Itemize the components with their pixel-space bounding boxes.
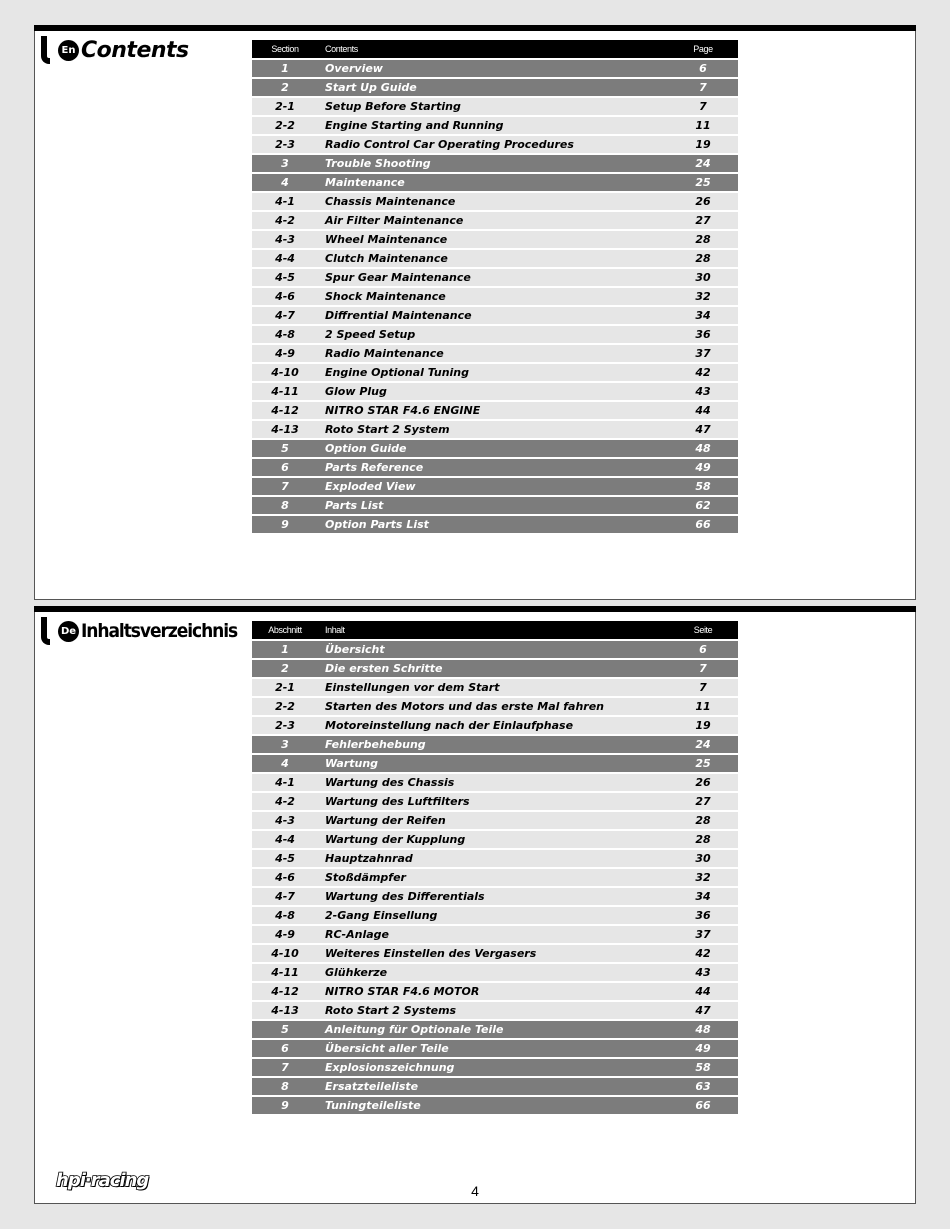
section-row xyxy=(252,755,738,774)
section-title-cell: Fehlerbehebung xyxy=(318,736,668,755)
section-title-cell: Glow Plug xyxy=(318,383,668,402)
section-number: 4-8 xyxy=(252,326,318,345)
subsection-row xyxy=(252,983,738,1002)
page-number-cell: 37 xyxy=(668,926,738,945)
section-number: 4-1 xyxy=(252,193,318,212)
page-number-cell: 24 xyxy=(668,736,738,755)
header-section: Abschnitt xyxy=(252,621,318,641)
table-header-row xyxy=(252,40,738,60)
page-number-cell: 26 xyxy=(668,774,738,793)
section-number: 4-3 xyxy=(252,812,318,831)
subsection-row xyxy=(252,869,738,888)
section-title-cell: Air Filter Maintenance xyxy=(318,212,668,231)
page-number-cell: 24 xyxy=(668,155,738,174)
header-page: Page xyxy=(668,40,738,60)
section-row xyxy=(252,60,738,79)
page-number-cell: 19 xyxy=(668,136,738,155)
section-number: 2 xyxy=(252,79,318,98)
section-title-cell: Wartung des Chassis xyxy=(318,774,668,793)
page-number-cell: 49 xyxy=(668,459,738,478)
page-number-cell: 25 xyxy=(668,174,738,193)
subsection-row xyxy=(252,326,738,345)
page-number-cell: 28 xyxy=(668,231,738,250)
section-row xyxy=(252,1040,738,1059)
subsection-row xyxy=(252,831,738,850)
section-row xyxy=(252,440,738,459)
section-number: 4-9 xyxy=(252,345,318,364)
page-number-cell: 28 xyxy=(668,812,738,831)
page-number-cell: 25 xyxy=(668,755,738,774)
page-number-cell: 6 xyxy=(668,641,738,660)
section-number: 9 xyxy=(252,516,318,535)
section-title-cell: NITRO STAR F4.6 MOTOR xyxy=(318,983,668,1002)
header-page: Seite xyxy=(668,621,738,641)
section-row xyxy=(252,79,738,98)
page-number-cell: 28 xyxy=(668,250,738,269)
page-number-cell: 48 xyxy=(668,1021,738,1040)
section-number: 2-2 xyxy=(252,698,318,717)
contents-panel-english xyxy=(34,25,916,600)
page-number-cell: 48 xyxy=(668,440,738,459)
page-number-cell: 11 xyxy=(668,117,738,136)
page-number-cell: 34 xyxy=(668,888,738,907)
subsection-row xyxy=(252,307,738,326)
header-section: Section xyxy=(252,40,318,60)
page-number-cell: 28 xyxy=(668,831,738,850)
page-number-cell: 66 xyxy=(668,516,738,535)
table-header-row xyxy=(252,621,738,641)
section-number: 2-1 xyxy=(252,98,318,117)
section-title-cell: 2-Gang Einsellung xyxy=(318,907,668,926)
page-number-cell: 42 xyxy=(668,945,738,964)
subsection-row xyxy=(252,1002,738,1021)
section-title-cell: Maintenance xyxy=(318,174,668,193)
subsection-row xyxy=(252,964,738,983)
section-number: 2-2 xyxy=(252,117,318,136)
section-number: 7 xyxy=(252,1059,318,1078)
section-title-cell: Shock Maintenance xyxy=(318,288,668,307)
subsection-row xyxy=(252,269,738,288)
section-title-cell: Engine Starting and Running xyxy=(318,117,668,136)
section-number: 4-11 xyxy=(252,964,318,983)
section-title-cell: Roto Start 2 Systems xyxy=(318,1002,668,1021)
section-title-cell: Explosionszeichnung xyxy=(318,1059,668,1078)
section-number: 5 xyxy=(252,440,318,459)
language-badge-icon: En xyxy=(58,40,79,61)
section-title-cell: Die ersten Schritte xyxy=(318,660,668,679)
section-title-cell: Starten des Motors und das erste Mal fahren xyxy=(318,698,668,717)
section-title-cell: Overview xyxy=(318,60,668,79)
subsection-row xyxy=(252,136,738,155)
section-number: 1 xyxy=(252,60,318,79)
page-number-cell: 66 xyxy=(668,1097,738,1116)
section-number: 4-6 xyxy=(252,288,318,307)
section-number: 4-2 xyxy=(252,793,318,812)
subsection-row xyxy=(252,193,738,212)
page-number-cell: 47 xyxy=(668,421,738,440)
section-title-cell: Stoßdämpfer xyxy=(318,869,668,888)
page-number-cell: 7 xyxy=(668,679,738,698)
page-number-cell: 11 xyxy=(668,698,738,717)
section-number: 4-10 xyxy=(252,945,318,964)
section-title-cell: Wartung der Reifen xyxy=(318,812,668,831)
section-title: Contents xyxy=(81,37,189,63)
section-number: 6 xyxy=(252,459,318,478)
section-row xyxy=(252,1078,738,1097)
subsection-row xyxy=(252,812,738,831)
section-number: 4 xyxy=(252,755,318,774)
subsection-row xyxy=(252,402,738,421)
page-number: 4 xyxy=(471,1183,479,1199)
subsection-row xyxy=(252,250,738,269)
section-number: 9 xyxy=(252,1097,318,1116)
section-title-cell: Wartung des Differentials xyxy=(318,888,668,907)
page-number-cell: 27 xyxy=(668,793,738,812)
page-number-cell: 19 xyxy=(668,717,738,736)
page-number-cell: 47 xyxy=(668,1002,738,1021)
contents-panel-german xyxy=(34,606,916,1204)
section-title-cell: Wheel Maintenance xyxy=(318,231,668,250)
section-number: 4-5 xyxy=(252,269,318,288)
subsection-row xyxy=(252,117,738,136)
section-number: 4-8 xyxy=(252,907,318,926)
subsection-row xyxy=(252,383,738,402)
section-title-cell: Roto Start 2 System xyxy=(318,421,668,440)
page-number-cell: 44 xyxy=(668,402,738,421)
section-row xyxy=(252,516,738,535)
section-number: 4 xyxy=(252,174,318,193)
contents-table xyxy=(252,621,738,1116)
section-number: 1 xyxy=(252,641,318,660)
subsection-row xyxy=(252,717,738,736)
section-number: 3 xyxy=(252,736,318,755)
subsection-row xyxy=(252,421,738,440)
section-title-cell: Spur Gear Maintenance xyxy=(318,269,668,288)
section-title-cell: Radio Maintenance xyxy=(318,345,668,364)
page-number-cell: 7 xyxy=(668,660,738,679)
subsection-row xyxy=(252,926,738,945)
section-title-cell: Radio Control Car Operating Procedures xyxy=(318,136,668,155)
page-number-cell: 37 xyxy=(668,345,738,364)
section-title-cell: Chassis Maintenance xyxy=(318,193,668,212)
section-number: 4-11 xyxy=(252,383,318,402)
section-number: 4-13 xyxy=(252,1002,318,1021)
subsection-row xyxy=(252,231,738,250)
subsection-row xyxy=(252,364,738,383)
page-number-cell: 7 xyxy=(668,98,738,117)
page-number-cell: 58 xyxy=(668,478,738,497)
section-row xyxy=(252,1021,738,1040)
section-title-cell: Wartung des Luftfilters xyxy=(318,793,668,812)
subsection-row xyxy=(252,907,738,926)
hpi-racing-logo: hpi·racing xyxy=(56,1170,149,1191)
page-number-cell: 36 xyxy=(668,907,738,926)
page-number-cell: 27 xyxy=(668,212,738,231)
section-number: 4-3 xyxy=(252,231,318,250)
section-title-cell: Übersicht aller Teile xyxy=(318,1040,668,1059)
header-contents: Inhalt xyxy=(318,621,668,641)
page-number-cell: 26 xyxy=(668,193,738,212)
section-row xyxy=(252,155,738,174)
section-title-cell: Exploded View xyxy=(318,478,668,497)
section-title: Inhaltsverzeichnis xyxy=(81,620,238,642)
language-badge-icon: De xyxy=(58,621,79,642)
section-number: 4-1 xyxy=(252,774,318,793)
section-number: 4-12 xyxy=(252,983,318,1002)
section-title-cell: Start Up Guide xyxy=(318,79,668,98)
page-number-cell: 32 xyxy=(668,869,738,888)
subsection-row xyxy=(252,98,738,117)
section-number: 2-3 xyxy=(252,717,318,736)
section-title-cell: 2 Speed Setup xyxy=(318,326,668,345)
section-title-cell: Hauptzahnrad xyxy=(318,850,668,869)
section-row xyxy=(252,736,738,755)
section-title-cell: Glühkerze xyxy=(318,964,668,983)
page-number-cell: 43 xyxy=(668,964,738,983)
section-number: 5 xyxy=(252,1021,318,1040)
section-number: 4-10 xyxy=(252,364,318,383)
section-title-cell: Einstellungen vor dem Start xyxy=(318,679,668,698)
page-number-cell: 32 xyxy=(668,288,738,307)
page-number-cell: 43 xyxy=(668,383,738,402)
page-number-cell: 30 xyxy=(668,269,738,288)
page-number-cell: 34 xyxy=(668,307,738,326)
section-title-cell: Option Parts List xyxy=(318,516,668,535)
page-number-cell: 44 xyxy=(668,983,738,1002)
section-row xyxy=(252,1059,738,1078)
section-number: 4-12 xyxy=(252,402,318,421)
section-number: 4-13 xyxy=(252,421,318,440)
section-title-cell: Tuningteileliste xyxy=(318,1097,668,1116)
panel-header xyxy=(41,617,254,645)
section-title-cell: Diffrential Maintenance xyxy=(318,307,668,326)
subsection-row xyxy=(252,945,738,964)
subsection-row xyxy=(252,850,738,869)
section-row xyxy=(252,641,738,660)
contents-table xyxy=(252,40,738,535)
section-number: 4-9 xyxy=(252,926,318,945)
section-number: 3 xyxy=(252,155,318,174)
page-number-cell: 36 xyxy=(668,326,738,345)
section-number: 2-3 xyxy=(252,136,318,155)
section-number: 4-2 xyxy=(252,212,318,231)
section-title-cell: Trouble Shooting xyxy=(318,155,668,174)
page-number-cell: 7 xyxy=(668,79,738,98)
subsection-row xyxy=(252,345,738,364)
section-title-cell: Engine Optional Tuning xyxy=(318,364,668,383)
section-number: 4-4 xyxy=(252,831,318,850)
subsection-row xyxy=(252,793,738,812)
section-title-cell: Parts Reference xyxy=(318,459,668,478)
section-row xyxy=(252,478,738,497)
section-title-cell: RC-Anlage xyxy=(318,926,668,945)
subsection-row xyxy=(252,679,738,698)
section-row xyxy=(252,660,738,679)
bracket-icon xyxy=(41,36,50,64)
section-row xyxy=(252,459,738,478)
bracket-icon xyxy=(41,617,50,645)
section-row xyxy=(252,174,738,193)
section-number: 7 xyxy=(252,478,318,497)
header-contents: Contents xyxy=(318,40,668,60)
subsection-row xyxy=(252,698,738,717)
page-number-cell: 6 xyxy=(668,60,738,79)
section-number: 6 xyxy=(252,1040,318,1059)
section-title-cell: Ersatzteileliste xyxy=(318,1078,668,1097)
section-number: 4-4 xyxy=(252,250,318,269)
subsection-row xyxy=(252,774,738,793)
section-number: 2-1 xyxy=(252,679,318,698)
panel-header xyxy=(41,36,189,64)
page-number-cell: 63 xyxy=(668,1078,738,1097)
page-number-cell: 30 xyxy=(668,850,738,869)
section-title-cell: Clutch Maintenance xyxy=(318,250,668,269)
section-title-cell: NITRO STAR F4.6 ENGINE xyxy=(318,402,668,421)
section-number: 8 xyxy=(252,497,318,516)
section-title-cell: Option Guide xyxy=(318,440,668,459)
section-title-cell: Wartung xyxy=(318,755,668,774)
subsection-row xyxy=(252,288,738,307)
section-title-cell: Parts List xyxy=(318,497,668,516)
section-row xyxy=(252,497,738,516)
page-number-cell: 49 xyxy=(668,1040,738,1059)
section-title-cell: Setup Before Starting xyxy=(318,98,668,117)
section-number: 4-5 xyxy=(252,850,318,869)
page-number-cell: 42 xyxy=(668,364,738,383)
section-number: 4-7 xyxy=(252,307,318,326)
section-title-cell: Motoreinstellung nach der Einlaufphase xyxy=(318,717,668,736)
subsection-row xyxy=(252,212,738,231)
section-title-cell: Wartung der Kupplung xyxy=(318,831,668,850)
section-number: 4-7 xyxy=(252,888,318,907)
section-number: 4-6 xyxy=(252,869,318,888)
section-number: 8 xyxy=(252,1078,318,1097)
section-row xyxy=(252,1097,738,1116)
page-number-cell: 62 xyxy=(668,497,738,516)
section-title-cell: Anleitung für Optionale Teile xyxy=(318,1021,668,1040)
subsection-row xyxy=(252,888,738,907)
section-number: 2 xyxy=(252,660,318,679)
page-number-cell: 58 xyxy=(668,1059,738,1078)
section-title-cell: Weiteres Einstellen des Vergasers xyxy=(318,945,668,964)
section-title-cell: Übersicht xyxy=(318,641,668,660)
